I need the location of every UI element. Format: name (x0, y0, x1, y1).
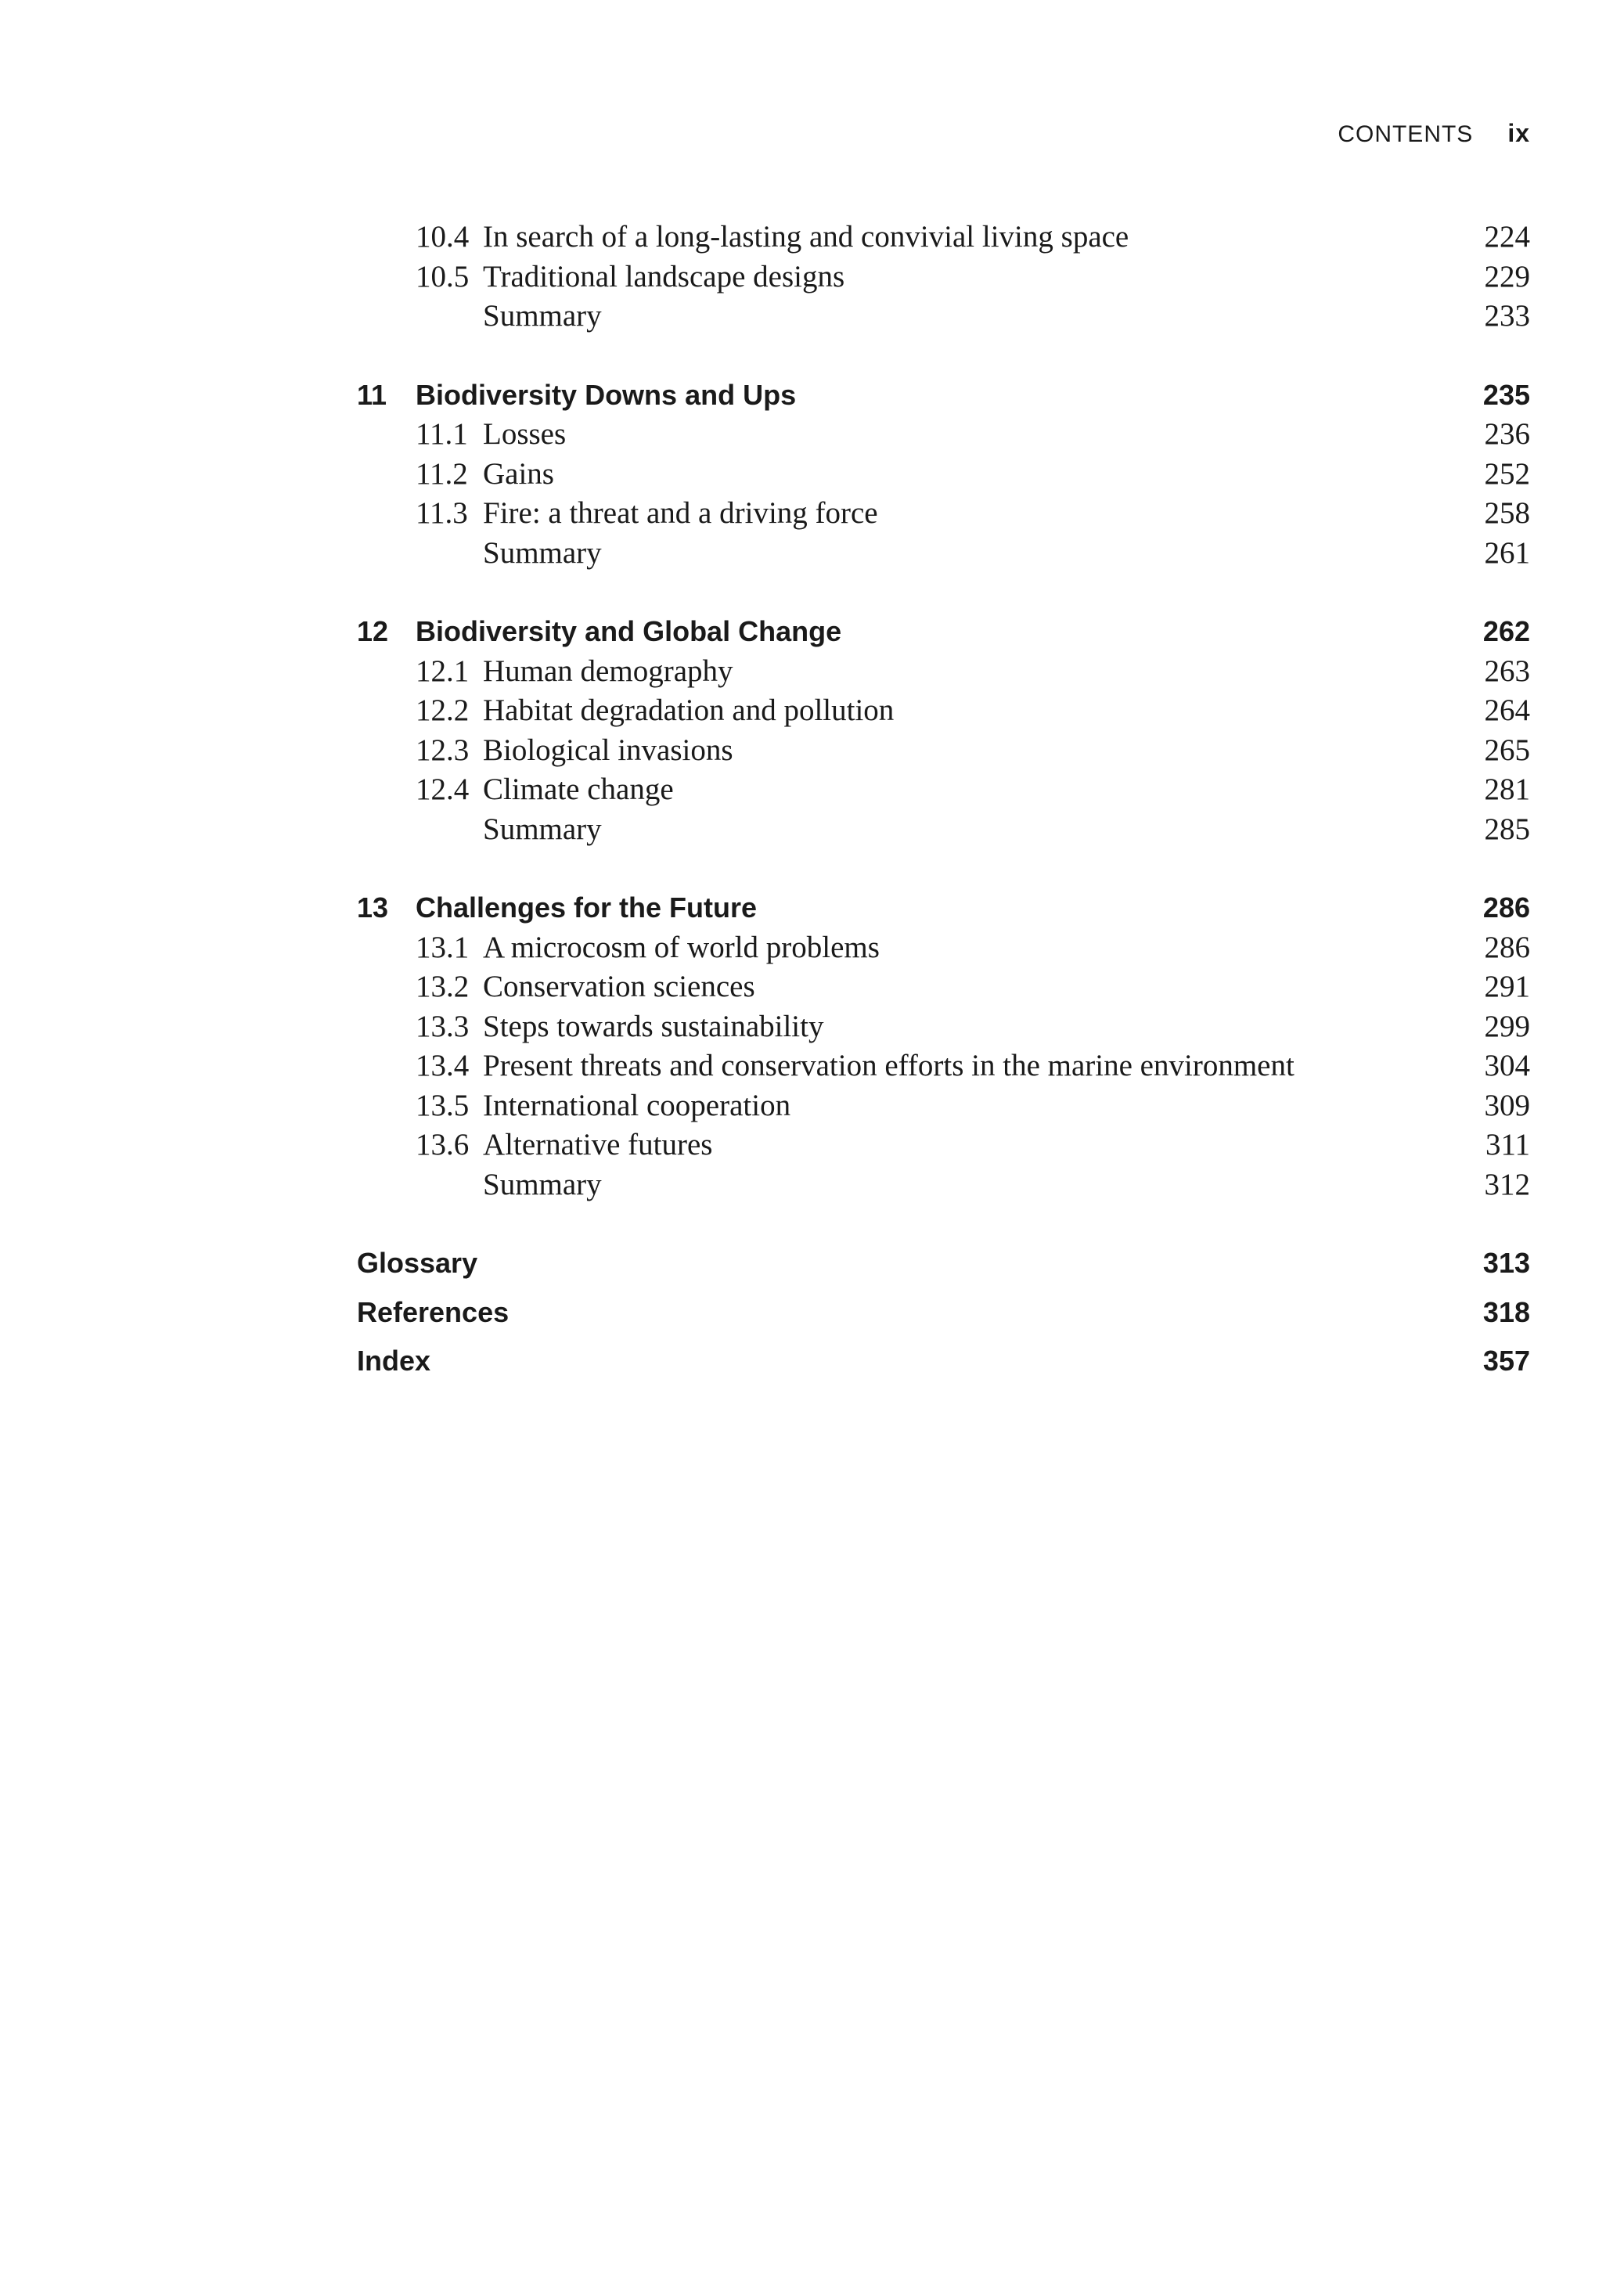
toc-section-entry[interactable] (357, 770, 1530, 810)
toc-entry-page: 357 (1482, 1345, 1530, 1377)
toc-entry-number: 11.2 (416, 456, 468, 491)
toc-entry-title: In search of a long-lasting and convivial living space (483, 220, 1129, 254)
toc-entry-title: A microcosm of world problems (483, 930, 880, 964)
toc-chapter-entry[interactable] (357, 888, 1530, 928)
toc-entry-page: 236 (1484, 417, 1530, 451)
toc-spacer (357, 1205, 1530, 1244)
toc-entry-title: Traditional landscape designs (483, 259, 845, 294)
toc-entry-title: Biodiversity and Global Change (416, 615, 842, 647)
toc-section-entry[interactable] (357, 494, 1530, 534)
toc-entry-title: Index (357, 1345, 431, 1377)
toc-section-entry[interactable] (357, 218, 1530, 257)
toc-entry-number: 13.1 (416, 930, 470, 964)
toc-entry-page: 304 (1484, 1049, 1530, 1082)
toc-section-entry[interactable] (357, 928, 1530, 968)
toc-entry-number: 13.3 (416, 1009, 470, 1043)
toc-entry-page: 263 (1484, 654, 1530, 688)
toc-chapter-entry[interactable] (357, 376, 1530, 416)
toc-entry-page: 312 (1484, 1167, 1530, 1201)
toc-entry-number: 10.4 (416, 220, 470, 254)
toc-backmatter-entry[interactable] (357, 1244, 1530, 1284)
toc-section-entry[interactable] (357, 810, 1530, 850)
toc-section-entry[interactable] (357, 691, 1530, 731)
toc-section-entry[interactable] (357, 1046, 1530, 1086)
toc-section-entry[interactable] (357, 1125, 1530, 1165)
toc-entry-page: 286 (1484, 930, 1530, 964)
toc-entry-page: 224 (1484, 220, 1530, 254)
toc-spacer (357, 1284, 1530, 1293)
toc-entry-title: Gains (483, 456, 554, 491)
toc-entry-title: Human demography (483, 654, 733, 688)
toc-section-entry[interactable] (357, 534, 1530, 574)
toc-entry-number: 13.5 (416, 1088, 470, 1122)
toc-entry-title: Climate change (483, 772, 674, 806)
toc-entry-title: Summary (483, 812, 602, 846)
toc-entry-title: Present threats and conservation efforts in the marine environment (483, 1049, 1295, 1082)
toc-section-entry[interactable] (357, 257, 1530, 297)
toc-entry-number: 12.2 (416, 693, 470, 727)
toc-entry-number: 11.3 (416, 496, 468, 530)
toc-entry-page: 311 (1485, 1128, 1530, 1161)
toc-section-entry[interactable] (357, 1007, 1530, 1047)
toc-chapter-entry[interactable] (357, 612, 1530, 652)
toc-entry-number: 10.5 (416, 259, 470, 294)
toc-entry-page: 229 (1484, 259, 1530, 294)
toc-entry-title: Steps towards sustainability (483, 1009, 824, 1043)
toc-entry-number: 11.1 (416, 417, 468, 451)
toc-entry-number: 13.6 (416, 1128, 470, 1161)
toc-entry-page: 285 (1484, 812, 1530, 846)
toc-entry-page: 258 (1484, 496, 1530, 530)
toc-section-entry[interactable] (357, 415, 1530, 455)
toc-entry-number: 13.4 (416, 1049, 470, 1082)
toc-entry-page: 286 (1482, 891, 1530, 924)
toc-entry-number: 13.2 (416, 970, 470, 1003)
toc-section-entry[interactable] (357, 1165, 1530, 1205)
toc-entry-title: Summary (483, 1167, 602, 1201)
toc-section-entry[interactable] (357, 455, 1530, 495)
toc-entry-number: 12 (357, 615, 389, 647)
toc-backmatter-entry[interactable] (357, 1341, 1530, 1381)
toc-entry-page: 291 (1484, 970, 1530, 1003)
toc-entry-page: 261 (1484, 535, 1530, 570)
toc-entry-number: 12.4 (416, 772, 470, 806)
toc-entry-title: Biological invasions (483, 733, 733, 767)
table-of-contents (357, 218, 1530, 1381)
toc-entry-page: 264 (1484, 693, 1530, 727)
page-number: ix (1507, 119, 1530, 147)
toc-entry-page: 265 (1484, 733, 1530, 767)
toc-section-entry[interactable] (357, 731, 1530, 771)
toc-entry-title: Alternative futures (483, 1128, 713, 1161)
toc-entry-title: Biodiversity Downs and Ups (416, 378, 797, 411)
toc-entry-number: 13 (357, 891, 389, 924)
toc-entry-title: Challenges for the Future (416, 891, 758, 924)
toc-entry-page: 252 (1484, 456, 1530, 491)
toc-entry-page: 318 (1482, 1295, 1530, 1328)
toc-entry-title: Conservation sciences (483, 970, 755, 1003)
toc-entry-title: International cooperation (483, 1088, 791, 1122)
toc-entry-number: 12.3 (416, 733, 470, 767)
toc-entry-number: 12.1 (416, 654, 470, 688)
toc-spacer (357, 849, 1530, 888)
toc-entry-title: Fire: a threat and a driving force (483, 496, 878, 530)
toc-section-entry[interactable] (357, 967, 1530, 1007)
toc-entry-page: 313 (1482, 1247, 1530, 1279)
toc-section-entry[interactable] (357, 652, 1530, 692)
toc-section-entry[interactable] (357, 297, 1530, 337)
toc-entry-page: 309 (1484, 1088, 1530, 1122)
toc-entry-page: 235 (1482, 378, 1530, 411)
toc-spacer (357, 1332, 1530, 1341)
toc-entry-title: Summary (483, 299, 602, 333)
toc-entry-title: References (357, 1295, 510, 1328)
toc-entry-number: 11 (357, 378, 387, 411)
toc-entry-page: 262 (1482, 615, 1530, 647)
toc-entry-page: 299 (1484, 1009, 1530, 1043)
toc-entry-page: 281 (1484, 772, 1530, 806)
toc-spacer (357, 573, 1530, 612)
toc-entry-title: Glossary (357, 1247, 478, 1279)
running-header (1338, 119, 1530, 148)
toc-entry-title: Losses (483, 417, 567, 451)
toc-entry-title: Summary (483, 535, 602, 570)
toc-backmatter-entry[interactable] (357, 1293, 1530, 1333)
toc-entry-page: 233 (1484, 299, 1530, 333)
toc-spacer (357, 337, 1530, 376)
toc-section-entry[interactable] (357, 1086, 1530, 1126)
running-header-label: CONTENTS (1338, 121, 1474, 147)
toc-entry-title: Habitat degradation and pollution (483, 693, 895, 727)
